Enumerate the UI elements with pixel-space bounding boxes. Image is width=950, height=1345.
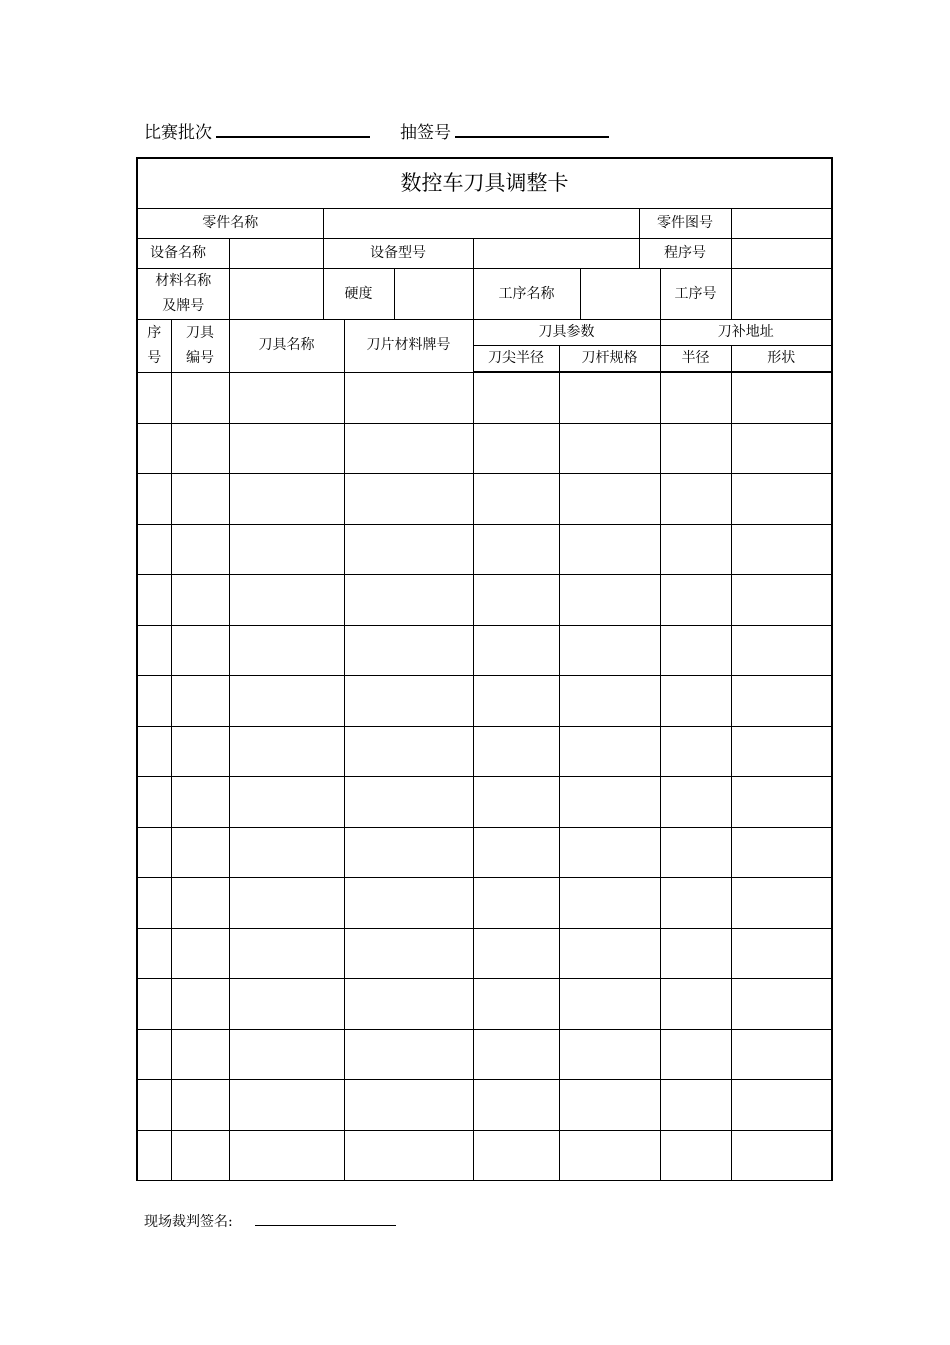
cell-tool-no[interactable] — [171, 625, 229, 676]
process-name-field[interactable] — [580, 269, 660, 320]
table-row — [137, 1029, 832, 1080]
cell-shank-spec[interactable] — [559, 928, 660, 979]
cell-radius[interactable] — [660, 625, 731, 676]
cell-tool-name[interactable] — [229, 1029, 344, 1080]
cell-shank-spec[interactable] — [559, 372, 660, 423]
cell-radius[interactable] — [660, 1130, 731, 1181]
cell-tip-radius[interactable] — [473, 777, 559, 828]
cell-seq[interactable] — [137, 1080, 171, 1131]
cell-seq[interactable] — [137, 676, 171, 727]
cell-shank-spec[interactable] — [559, 474, 660, 525]
cell-tool-no[interactable] — [171, 726, 229, 777]
cell-shape[interactable] — [731, 928, 832, 979]
cell-tool-name[interactable] — [229, 1130, 344, 1181]
col-tool-no — [171, 320, 229, 373]
cell-tool-name[interactable] — [229, 928, 344, 979]
batch-field[interactable] — [216, 116, 370, 138]
table-row — [137, 1130, 832, 1181]
col-shank-spec: 刀杆规格 — [559, 346, 660, 373]
equipment-name-label: 设备名称 — [137, 239, 229, 269]
cell-tool-no[interactable] — [171, 928, 229, 979]
cell-insert-material[interactable] — [344, 827, 473, 878]
cell-shank-spec[interactable] — [559, 979, 660, 1030]
cell-seq[interactable] — [137, 575, 171, 626]
lot-number-field[interactable] — [455, 116, 609, 138]
cell-shape[interactable] — [731, 575, 832, 626]
lot-number-label: 抽签号 — [400, 123, 451, 143]
material-label — [137, 269, 229, 320]
cell-radius[interactable] — [660, 1029, 731, 1080]
cell-tool-no[interactable] — [171, 423, 229, 474]
cell-tool-name[interactable] — [229, 1080, 344, 1131]
cell-insert-material[interactable] — [344, 676, 473, 727]
col-radius: 半径 — [660, 346, 731, 373]
cell-tip-radius[interactable] — [473, 726, 559, 777]
table-row — [137, 524, 832, 575]
cell-shape[interactable] — [731, 676, 832, 727]
cell-tip-radius[interactable] — [473, 575, 559, 626]
cell-shank-spec[interactable] — [559, 575, 660, 626]
cell-tip-radius[interactable] — [473, 423, 559, 474]
cell-insert-material[interactable] — [344, 979, 473, 1030]
col-shape: 形状 — [731, 346, 832, 373]
cell-seq[interactable] — [137, 878, 171, 929]
cell-tool-name[interactable] — [229, 827, 344, 878]
table-row — [137, 777, 832, 828]
cell-seq[interactable] — [137, 928, 171, 979]
cell-insert-material[interactable] — [344, 1029, 473, 1080]
cell-shape[interactable] — [731, 524, 832, 575]
cell-insert-material[interactable] — [344, 1080, 473, 1131]
cell-insert-material[interactable] — [344, 928, 473, 979]
cell-seq[interactable] — [137, 372, 171, 423]
cell-seq[interactable] — [137, 1029, 171, 1080]
cell-seq[interactable] — [137, 423, 171, 474]
cell-shank-spec[interactable] — [559, 827, 660, 878]
cell-shank-spec[interactable] — [559, 524, 660, 575]
col-seq-line1: 序 — [147, 324, 162, 341]
cell-tip-radius[interactable] — [473, 1130, 559, 1181]
table-row — [137, 726, 832, 777]
cell-radius[interactable] — [660, 827, 731, 878]
cell-insert-material[interactable] — [344, 575, 473, 626]
cell-tip-radius[interactable] — [473, 524, 559, 575]
cell-shape[interactable] — [731, 827, 832, 878]
cell-tool-no[interactable] — [171, 777, 229, 828]
cell-insert-material[interactable] — [344, 878, 473, 929]
cell-shank-spec[interactable] — [559, 777, 660, 828]
cell-radius[interactable] — [660, 676, 731, 727]
hardness-label: 硬度 — [323, 269, 394, 320]
col-tool-params: 刀具参数 — [473, 320, 660, 346]
card-title: 数控车刀具调整卡 — [137, 158, 832, 209]
col-seq-line2: 号 — [147, 349, 162, 366]
cell-seq[interactable] — [137, 979, 171, 1030]
material-label-line2: 及牌号 — [162, 298, 205, 314]
tool-adjustment-card — [136, 157, 833, 1181]
cell-tool-no[interactable] — [171, 575, 229, 626]
material-label-line1: 材料名称 — [155, 273, 212, 289]
cell-insert-material[interactable] — [344, 474, 473, 525]
cell-seq[interactable] — [137, 1130, 171, 1181]
cell-tool-no[interactable] — [171, 372, 229, 423]
part-drawing-label: 零件图号 — [639, 209, 731, 239]
material-field[interactable] — [229, 269, 323, 320]
cell-insert-material[interactable] — [344, 372, 473, 423]
cell-tip-radius[interactable] — [473, 878, 559, 929]
table-row — [137, 979, 832, 1030]
cell-shape[interactable] — [731, 1029, 832, 1080]
program-no-field[interactable] — [731, 239, 832, 269]
cell-tip-radius[interactable] — [473, 1080, 559, 1131]
cell-seq[interactable] — [137, 777, 171, 828]
cell-shank-spec[interactable] — [559, 1029, 660, 1080]
cell-seq[interactable] — [137, 625, 171, 676]
cell-shank-spec[interactable] — [559, 726, 660, 777]
cell-shape[interactable] — [731, 372, 832, 423]
cell-seq[interactable] — [137, 474, 171, 525]
cell-seq[interactable] — [137, 827, 171, 878]
cell-tool-name[interactable] — [229, 979, 344, 1030]
cell-tool-name[interactable] — [229, 575, 344, 626]
hardness-field[interactable] — [394, 269, 473, 320]
table-row — [137, 372, 832, 423]
cell-shape[interactable] — [731, 625, 832, 676]
col-tool-name: 刀具名称 — [229, 320, 344, 373]
cell-tip-radius[interactable] — [473, 827, 559, 878]
equipment-model-field[interactable] — [473, 239, 639, 269]
process-name-label: 工序名称 — [473, 269, 580, 320]
cell-tool-name[interactable] — [229, 474, 344, 525]
cell-insert-material[interactable] — [344, 524, 473, 575]
cell-shape[interactable] — [731, 474, 832, 525]
cell-tool-no[interactable] — [171, 878, 229, 929]
cell-radius[interactable] — [660, 575, 731, 626]
cell-shape[interactable] — [731, 1130, 832, 1181]
table-row — [137, 827, 832, 878]
cell-tool-no[interactable] — [171, 474, 229, 525]
cell-radius[interactable] — [660, 777, 731, 828]
col-insert-material: 刀片材料牌号 — [344, 320, 473, 373]
col-tool-no-line1: 刀具 — [186, 324, 214, 341]
cell-radius[interactable] — [660, 726, 731, 777]
cell-tip-radius[interactable] — [473, 928, 559, 979]
cell-tool-no[interactable] — [171, 524, 229, 575]
cell-tool-no[interactable] — [171, 827, 229, 878]
cell-tip-radius[interactable] — [473, 474, 559, 525]
table-row — [137, 878, 832, 929]
cell-radius[interactable] — [660, 979, 731, 1030]
cell-insert-material[interactable] — [344, 777, 473, 828]
cell-shank-spec[interactable] — [559, 1130, 660, 1181]
cell-tool-no[interactable] — [171, 676, 229, 727]
cell-tool-name[interactable] — [229, 726, 344, 777]
cell-shank-spec[interactable] — [559, 676, 660, 727]
equipment-model-label: 设备型号 — [323, 239, 473, 269]
col-seq — [137, 320, 171, 373]
cell-radius[interactable] — [660, 423, 731, 474]
col-tip-radius: 刀尖半径 — [473, 346, 559, 373]
col-tool-no-line2: 编号 — [186, 349, 214, 366]
cell-insert-material[interactable] — [344, 423, 473, 474]
cell-tool-name[interactable] — [229, 777, 344, 828]
part-name-label: 零件名称 — [137, 209, 323, 239]
cell-tool-no[interactable] — [171, 1130, 229, 1181]
process-no-label: 工序号 — [660, 269, 731, 320]
cell-tool-no[interactable] — [171, 1080, 229, 1131]
cell-tip-radius[interactable] — [473, 1029, 559, 1080]
cell-shape[interactable] — [731, 777, 832, 828]
referee-signature-field[interactable] — [255, 1209, 396, 1226]
cell-radius[interactable] — [660, 878, 731, 929]
table-row — [137, 1080, 832, 1131]
cell-insert-material[interactable] — [344, 625, 473, 676]
cell-insert-material[interactable] — [344, 1130, 473, 1181]
col-offset-address: 刀补地址 — [660, 320, 832, 346]
cell-tool-name[interactable] — [229, 372, 344, 423]
cell-tool-no[interactable] — [171, 1029, 229, 1080]
footer — [144, 1209, 396, 1231]
cell-tool-name[interactable] — [229, 676, 344, 727]
cell-tool-name[interactable] — [229, 625, 344, 676]
cell-tool-name[interactable] — [229, 524, 344, 575]
cell-tip-radius[interactable] — [473, 625, 559, 676]
cell-seq[interactable] — [137, 726, 171, 777]
cell-shank-spec[interactable] — [559, 878, 660, 929]
table-row — [137, 474, 832, 525]
cell-tool-name[interactable] — [229, 878, 344, 929]
header-line — [144, 116, 609, 143]
cell-radius[interactable] — [660, 524, 731, 575]
cell-tip-radius[interactable] — [473, 372, 559, 423]
cell-shank-spec[interactable] — [559, 625, 660, 676]
cell-tool-name[interactable] — [229, 423, 344, 474]
batch-label: 比赛批次 — [144, 123, 212, 143]
cell-tip-radius[interactable] — [473, 979, 559, 1030]
cell-radius[interactable] — [660, 474, 731, 525]
cell-shank-spec[interactable] — [559, 423, 660, 474]
cell-seq[interactable] — [137, 524, 171, 575]
program-no-label: 程序号 — [639, 239, 731, 269]
table-row — [137, 423, 832, 474]
process-no-field[interactable] — [731, 269, 832, 320]
cell-insert-material[interactable] — [344, 726, 473, 777]
part-drawing-field[interactable] — [731, 209, 832, 239]
cell-shape[interactable] — [731, 878, 832, 929]
cell-shank-spec[interactable] — [559, 1080, 660, 1131]
table-row — [137, 928, 832, 979]
cell-radius[interactable] — [660, 1080, 731, 1131]
cell-radius[interactable] — [660, 372, 731, 423]
table-row — [137, 625, 832, 676]
tool-list — [137, 372, 832, 1181]
part-name-field[interactable] — [323, 209, 639, 239]
cell-radius[interactable] — [660, 928, 731, 979]
cell-shape[interactable] — [731, 979, 832, 1030]
table-row — [137, 575, 832, 626]
equipment-name-field[interactable] — [229, 239, 323, 269]
cell-tool-no[interactable] — [171, 979, 229, 1030]
cell-shape[interactable] — [731, 423, 832, 474]
referee-signature-label: 现场裁判签名: — [144, 1214, 233, 1230]
table-row — [137, 676, 832, 727]
cell-tip-radius[interactable] — [473, 676, 559, 727]
cell-shape[interactable] — [731, 726, 832, 777]
cell-shape[interactable] — [731, 1080, 832, 1131]
